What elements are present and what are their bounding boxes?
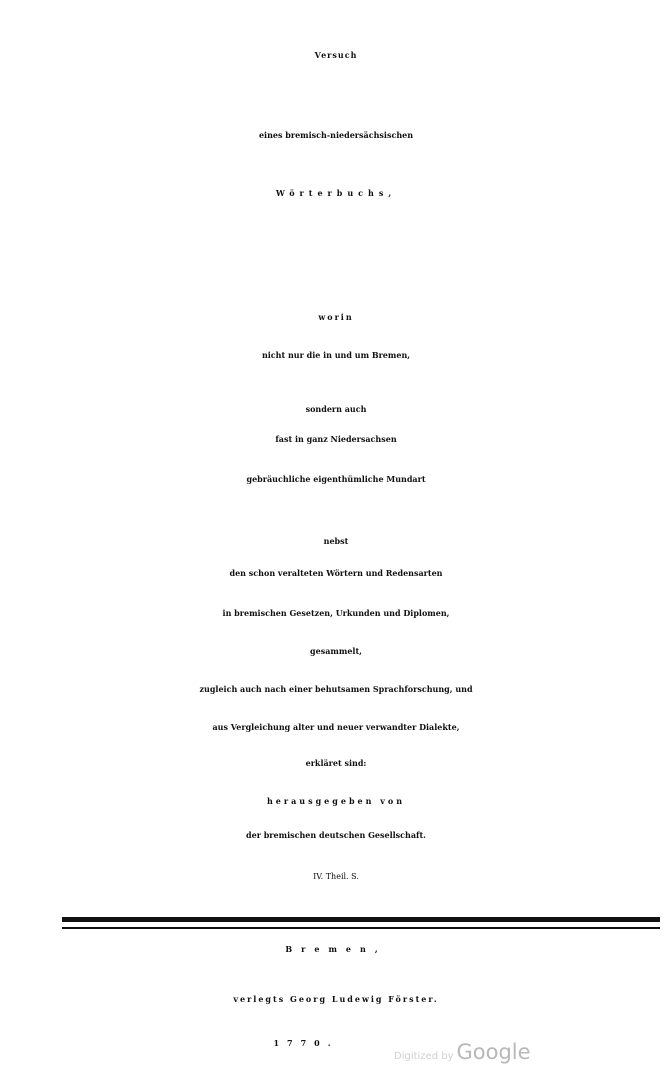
- text-line-redensarten: den schon veralteten Wörtern und Redensarten: [229, 568, 443, 578]
- text-line-erklaeret: erkläret sind:: [305, 758, 367, 768]
- imprint-publisher: verlegts Georg Ludewig Förster.: [233, 994, 439, 1004]
- double-rule-thick: [62, 917, 660, 922]
- text-line-bremen: nicht nur die in und um Bremen,: [261, 350, 411, 360]
- text-line-dialekte: aus Vergleichung alter und neuer verwandter Dialekte,: [212, 722, 460, 732]
- title-line-versuch: Versuch: [314, 50, 358, 60]
- title-line-subtitle: eines bremisch-niedersächsischen: [258, 130, 414, 140]
- watermark-prefix: Digitized by: [394, 1051, 454, 1062]
- text-line-gesellschaft: der bremischen deutschen Gesellschaft.: [246, 830, 426, 840]
- title-line-woerterbuchs: Wörterbuchs,: [275, 188, 397, 198]
- imprint-year: 1770.: [273, 1038, 339, 1048]
- text-line-theil: IV. Theil. S.: [313, 872, 359, 881]
- text-line-diplomen: in bremischen Gesetzen, Urkunden und Diplomen,: [222, 608, 450, 618]
- watermark-brand: Google: [456, 1040, 531, 1064]
- imprint-city: Bremen,: [285, 944, 387, 954]
- text-line-mundart: gebräuchliche eigenthümliche Mundart: [246, 474, 426, 484]
- text-line-sondern: sondern auch: [305, 404, 367, 414]
- text-line-herausgegeben: herausgegeben von: [266, 796, 406, 806]
- text-line-gesammelt: gesammelt,: [310, 646, 362, 656]
- text-line-sprachforschung: zugleich auch nach einer behutsamen Sprachforschung, und: [199, 684, 473, 694]
- text-line-niedersachsen: fast in ganz Niedersachsen: [275, 434, 397, 444]
- google-watermark: [394, 1040, 531, 1064]
- double-rule-thin: [62, 927, 660, 929]
- text-line-worin: worin: [318, 312, 354, 322]
- text-line-nebst: nebst: [323, 536, 349, 546]
